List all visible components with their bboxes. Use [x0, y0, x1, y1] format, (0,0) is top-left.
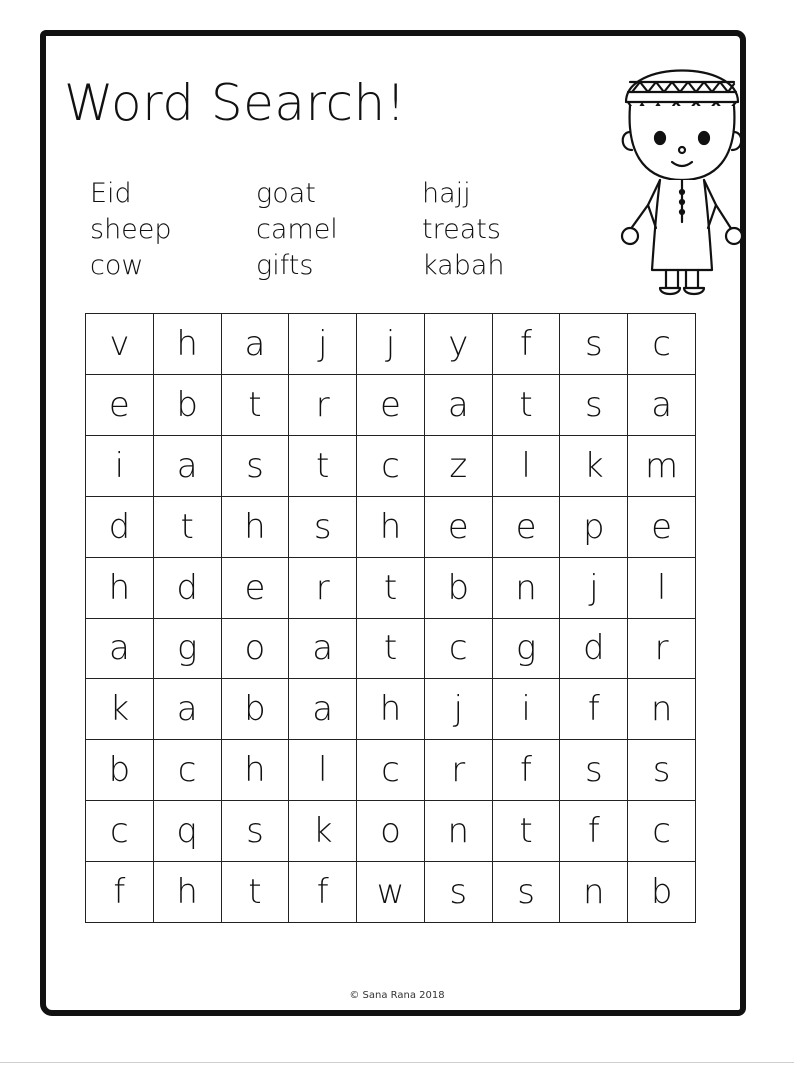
grid-cell: s — [289, 497, 357, 558]
grid-cell: e — [222, 558, 290, 619]
grid-cell: f — [493, 740, 561, 801]
grid-cell: t — [222, 862, 290, 923]
word-item: Eid — [90, 178, 132, 209]
grid-cell: t — [357, 558, 425, 619]
grid-cell: e — [86, 375, 154, 436]
grid-cell: r — [628, 619, 696, 680]
grid-cell: b — [425, 558, 493, 619]
grid-cell: f — [289, 862, 357, 923]
grid-cell: s — [560, 740, 628, 801]
grid-cell: g — [154, 619, 222, 680]
grid-cell: n — [493, 558, 561, 619]
grid-cell: k — [289, 801, 357, 862]
grid-cell: l — [628, 558, 696, 619]
grid-cell: b — [222, 679, 290, 740]
grid-cell: n — [425, 801, 493, 862]
page-divider — [0, 1062, 794, 1063]
grid-cell: h — [222, 497, 290, 558]
grid-cell: s — [628, 740, 696, 801]
grid-cell: b — [86, 740, 154, 801]
letter-grid — [85, 313, 696, 923]
grid-cell: t — [493, 801, 561, 862]
grid-cell: h — [222, 740, 290, 801]
grid-cell: r — [425, 740, 493, 801]
grid-cell: l — [493, 436, 561, 497]
grid-cell: s — [493, 862, 561, 923]
grid-cell: p — [560, 497, 628, 558]
word-item: treats — [422, 214, 501, 245]
grid-cell: t — [493, 375, 561, 436]
grid-cell: a — [154, 436, 222, 497]
grid-cell: j — [357, 314, 425, 375]
word-item: cow — [90, 250, 144, 281]
grid-cell: c — [628, 801, 696, 862]
grid-cell: a — [289, 619, 357, 680]
grid-cell: d — [560, 619, 628, 680]
grid-cell: f — [560, 801, 628, 862]
grid-cell: o — [222, 619, 290, 680]
word-list — [90, 178, 530, 282]
word-item: kabah — [422, 250, 505, 281]
grid-cell: j — [289, 314, 357, 375]
grid-cell: h — [86, 558, 154, 619]
grid-cell: s — [222, 436, 290, 497]
grid-cell: o — [357, 801, 425, 862]
grid-cell: t — [154, 497, 222, 558]
grid-cell: a — [289, 679, 357, 740]
grid-cell: e — [425, 497, 493, 558]
grid-cell: h — [154, 862, 222, 923]
grid-cell: z — [425, 436, 493, 497]
grid-cell: s — [425, 862, 493, 923]
boy-in-kufi-cap-icon — [620, 40, 744, 296]
grid-cell: d — [86, 497, 154, 558]
word-item: camel — [256, 214, 338, 245]
grid-cell: j — [425, 679, 493, 740]
grid-cell: e — [628, 497, 696, 558]
grid-cell: t — [222, 375, 290, 436]
grid-cell: c — [357, 740, 425, 801]
grid-cell: j — [560, 558, 628, 619]
grid-cell: w — [357, 862, 425, 923]
grid-cell: f — [560, 679, 628, 740]
grid-cell: h — [154, 314, 222, 375]
grid-cell: b — [628, 862, 696, 923]
grid-cell: s — [560, 314, 628, 375]
grid-cell: f — [86, 862, 154, 923]
grid-cell: i — [493, 679, 561, 740]
word-item: gifts — [256, 250, 314, 281]
grid-cell: c — [86, 801, 154, 862]
grid-cell: a — [425, 375, 493, 436]
grid-cell: s — [222, 801, 290, 862]
grid-cell: d — [154, 558, 222, 619]
grid-cell: m — [628, 436, 696, 497]
word-item: sheep — [90, 214, 172, 245]
grid-cell: r — [289, 375, 357, 436]
grid-cell: t — [357, 619, 425, 680]
grid-cell: g — [493, 619, 561, 680]
grid-cell: r — [289, 558, 357, 619]
grid-cell: k — [86, 679, 154, 740]
grid-cell: c — [154, 740, 222, 801]
grid-cell: a — [222, 314, 290, 375]
grid-cell: e — [493, 497, 561, 558]
page-title: Word Search! — [64, 74, 407, 132]
grid-cell: b — [154, 375, 222, 436]
word-item: hajj — [422, 178, 471, 209]
grid-cell: c — [628, 314, 696, 375]
grid-cell: t — [289, 436, 357, 497]
grid-cell: q — [154, 801, 222, 862]
grid-cell: f — [493, 314, 561, 375]
grid-cell: s — [560, 375, 628, 436]
grid-cell: c — [357, 436, 425, 497]
grid-cell: c — [425, 619, 493, 680]
grid-cell: a — [628, 375, 696, 436]
grid-cell: i — [86, 436, 154, 497]
grid-cell: v — [86, 314, 154, 375]
grid-cell: a — [154, 679, 222, 740]
grid-cell: n — [628, 679, 696, 740]
grid-cell: h — [357, 497, 425, 558]
grid-cell: a — [86, 619, 154, 680]
grid-cell: y — [425, 314, 493, 375]
word-item: goat — [256, 178, 316, 209]
grid-cell: e — [357, 375, 425, 436]
grid-cell: k — [560, 436, 628, 497]
grid-cell: l — [289, 740, 357, 801]
grid-cell: n — [560, 862, 628, 923]
copyright-text: © Sana Rana 2018 — [349, 990, 445, 1001]
grid-cell: h — [357, 679, 425, 740]
